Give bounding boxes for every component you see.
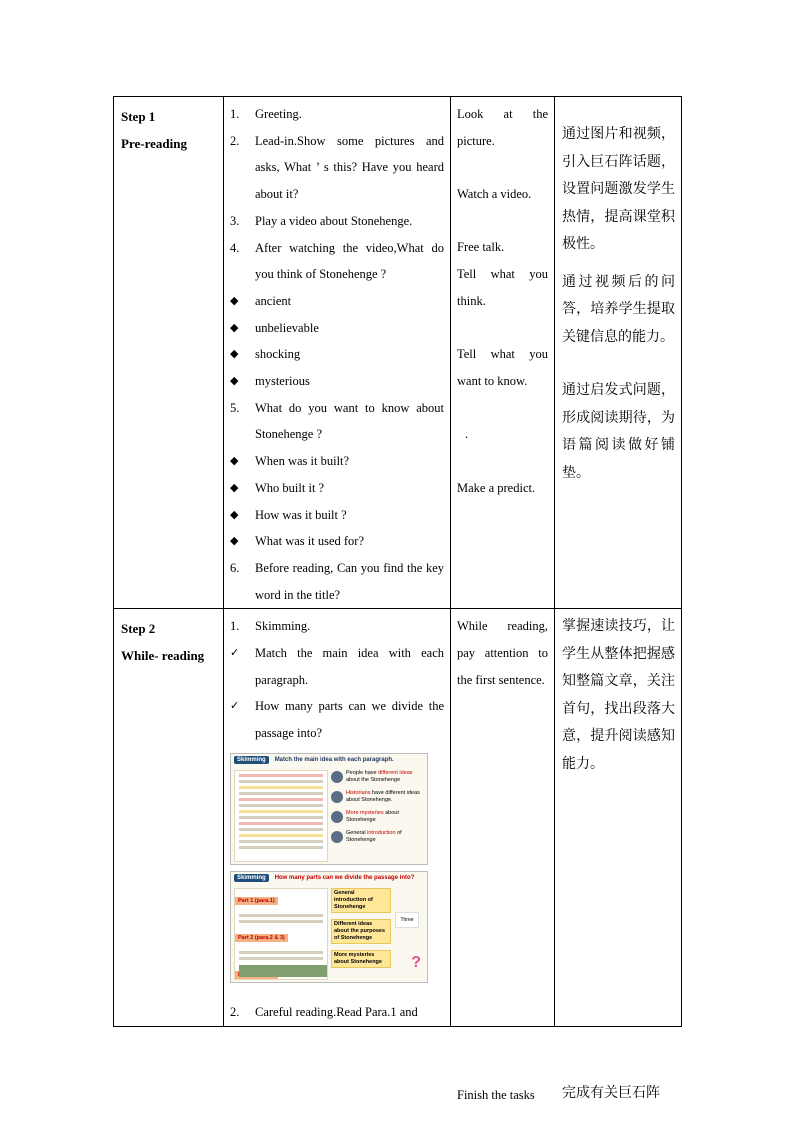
procedure-cell — [224, 97, 451, 609]
activity-item: . — [465, 427, 469, 442]
procedure-text: How many parts can we divide the passage into? — [255, 699, 444, 741]
procedure-text: Careful reading.Read Para.1 and — [255, 1004, 418, 1019]
idea-text: about Stonehenge — [346, 809, 399, 823]
passage-thumbnail — [234, 770, 328, 862]
activity-cell — [451, 609, 555, 1102]
answer-three: Three — [395, 912, 419, 928]
question-mark-icon: ? — [411, 953, 421, 971]
main-idea-item — [331, 810, 425, 824]
part-summary: Different ideas about the purposes of Stonehenge — [331, 919, 391, 944]
step-title: Step 2 — [121, 621, 156, 637]
procedure-item — [230, 448, 444, 475]
goal-list — [555, 97, 681, 487]
slide-title: How many parts can we divide the passage into? — [274, 875, 415, 882]
person-icon — [331, 791, 343, 803]
item-number: 5. — [230, 400, 240, 415]
activity-item: While reading, pay attention to the first sentence. — [457, 619, 548, 687]
main-idea-list — [331, 770, 425, 850]
procedure-text: shocking — [255, 347, 301, 362]
part-label: Part 2 (para.2 & 3) — [235, 934, 288, 942]
activity-item: Tell what you think. — [457, 267, 548, 308]
procedure-item — [230, 555, 444, 608]
step-title: Step 1 — [121, 109, 156, 124]
procedure-text: Match the main idea with each paragraph. — [255, 646, 444, 687]
slide-match-main-idea — [230, 753, 428, 865]
procedure-text: Play a video about Stonehenge. — [255, 213, 413, 228]
table-row — [114, 97, 682, 609]
goal-cell — [555, 97, 682, 609]
idea-text: More mysteries — [346, 809, 384, 816]
idea-text: Historians — [346, 789, 371, 796]
step-cell — [114, 97, 224, 609]
diamond-bullet-icon: ◆ — [230, 321, 239, 334]
procedure-item — [230, 693, 444, 746]
procedure-item — [230, 315, 444, 342]
person-icon — [331, 811, 343, 823]
main-idea-item — [331, 770, 425, 784]
part-summary: More mysteries about Stonehenge — [331, 950, 391, 968]
step-subtitle: Pre-reading — [121, 136, 187, 151]
procedure-text: unbelievable — [255, 320, 319, 335]
step-subtitle: While- reading — [121, 648, 205, 664]
procedure-item — [230, 128, 444, 208]
part-label: Part 1 (para.1) — [235, 897, 278, 905]
goal-item: 通过启发式问题，形成阅读期待，为语篇阅读做好铺垫。 — [562, 382, 675, 481]
check-bullet-icon: ✓ — [230, 700, 240, 713]
procedure-item — [230, 528, 444, 555]
activity-cell — [451, 97, 555, 609]
procedure-list — [224, 609, 450, 747]
idea-text: about the Stonehenge — [346, 776, 401, 783]
idea-text: General — [346, 829, 368, 836]
procedure-item — [230, 341, 444, 368]
procedure-list — [224, 97, 450, 608]
activity-list — [451, 97, 554, 501]
slide-title: Match the main idea with each paragraph. — [274, 757, 394, 764]
diamond-bullet-icon: ◆ — [230, 481, 239, 494]
procedure-text: What was it used for? — [255, 534, 364, 549]
activity-list — [451, 609, 554, 1102]
idea-text: People have — [346, 769, 379, 776]
item-number: 1. — [230, 619, 240, 634]
item-number: 4. — [230, 240, 240, 255]
goal-item: 通过视频后的问答，培养学生提取关键信息的能力。 — [562, 273, 675, 345]
slide-tag: Skimming — [234, 874, 269, 882]
procedure-text: After watching the video,What do you think of Stonehenge ? — [255, 240, 444, 282]
idea-text: of Stonehenge — [346, 829, 402, 843]
person-icon — [331, 771, 343, 783]
goal-cell — [555, 609, 682, 1101]
activity-item: Look at the picture. — [457, 107, 548, 148]
item-number: 3. — [230, 213, 240, 228]
item-number: 2. — [230, 1004, 240, 1019]
procedure-item — [230, 368, 444, 395]
main-idea-item — [331, 790, 425, 804]
procedure-item — [230, 101, 444, 128]
item-number: 6. — [230, 560, 240, 575]
diamond-bullet-icon: ◆ — [230, 348, 239, 361]
procedure-item — [230, 502, 444, 529]
goal-item: 通过图片和视频，引入巨石阵话题，设置问题激发学生热情，提高课堂积极性。 — [562, 126, 675, 252]
table-row — [114, 609, 682, 1026]
procedure-text: Skimming. — [255, 619, 311, 634]
part-summary: General introduction of Stonehenge — [331, 888, 391, 913]
item-number: 2. — [230, 133, 240, 148]
procedure-item — [230, 208, 444, 235]
passage-thumbnail — [234, 888, 328, 980]
procedure-item — [230, 613, 444, 640]
slide-tag: Skimming — [234, 756, 269, 764]
procedure-item — [230, 475, 444, 502]
procedure-text: Greeting. — [255, 107, 302, 121]
procedure-cell — [224, 609, 451, 1026]
diamond-bullet-icon: ◆ — [230, 294, 239, 307]
idea-text: different ideas — [378, 769, 413, 776]
activity-item: Tell what you want to know. — [457, 347, 548, 388]
procedure-item — [230, 999, 444, 1026]
diamond-bullet-icon: ◆ — [230, 375, 239, 388]
lesson-plan-table — [113, 96, 682, 1102]
procedure-text: When was it built? — [255, 454, 350, 469]
activity-item: Make a predict. — [457, 480, 536, 495]
diamond-bullet-icon: ◆ — [230, 535, 239, 548]
check-bullet-icon: ✓ — [230, 647, 240, 660]
goal-list — [555, 609, 681, 1101]
procedure-text: How was it built ? — [255, 507, 347, 522]
procedure-item — [230, 640, 444, 693]
goal-item: 掌握速读技巧，让学生从整体把握感知整篇文章，关注首句，找出段落大意，提升阅读感知能力。 — [562, 618, 675, 772]
procedure-item — [230, 235, 444, 288]
procedure-text: Who built it ? — [255, 480, 325, 495]
idea-text: introduction — [367, 829, 396, 836]
procedure-text: What do you want to know about Stonehenge ? — [255, 400, 444, 442]
diamond-bullet-icon: ◆ — [230, 455, 239, 468]
procedure-text: ancient — [255, 293, 292, 308]
procedure-text: Before reading, Can you find the key word in the title? — [255, 560, 444, 602]
procedure-item — [230, 288, 444, 315]
item-number: 1. — [230, 107, 240, 121]
diamond-bullet-icon: ◆ — [230, 508, 239, 521]
goal-item: 完成有关巨石阵 — [562, 1084, 660, 1101]
main-idea-item — [331, 830, 425, 844]
activity-item: Finish the tasks — [457, 1087, 535, 1102]
procedure-list — [224, 989, 450, 1026]
activity-item: Free talk. — [457, 240, 505, 255]
activity-item: Watch a video. — [457, 187, 532, 202]
person-icon — [331, 831, 343, 843]
slide-divide-parts — [230, 871, 428, 983]
stonehenge-image — [239, 965, 327, 977]
idea-text: have different ideas about Stonehenge. — [346, 789, 420, 803]
step-cell — [114, 609, 224, 1026]
procedure-text: mysterious — [255, 374, 310, 389]
procedure-item — [230, 395, 444, 448]
procedure-text: Lead-in.Show some pictures and asks, What ’ s this? Have you heard about it? — [255, 133, 444, 202]
